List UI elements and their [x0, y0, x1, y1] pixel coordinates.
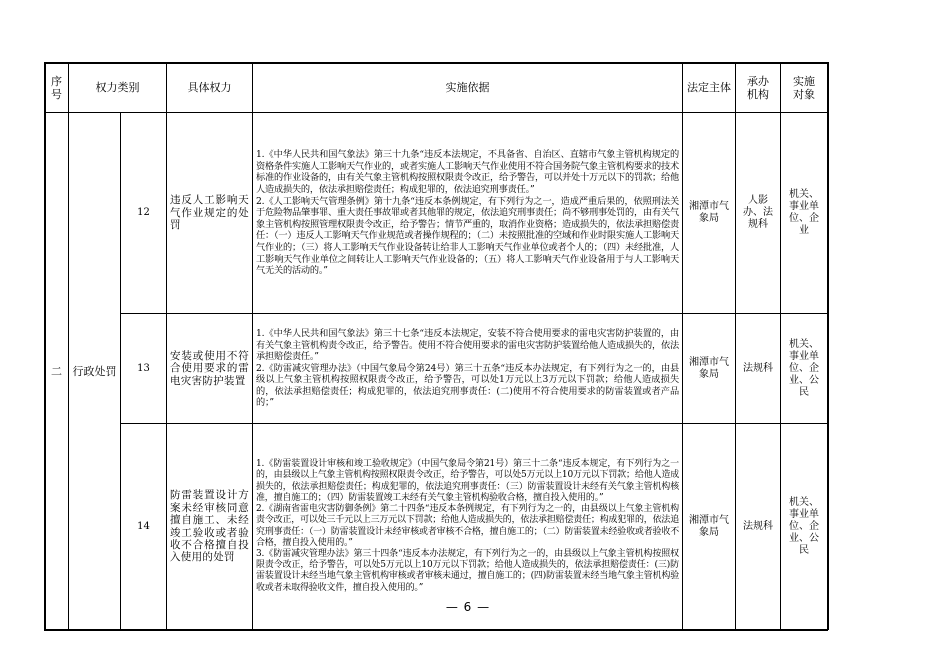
header-department-text: 承办机构 [747, 74, 769, 101]
table-row-13-power [167, 314, 252, 423]
header-seq [45, 63, 68, 112]
header-target-text: 实施对象 [793, 74, 815, 101]
row-authority-text: 湘潭市气象局 [689, 201, 729, 224]
table-row-13-authority [683, 314, 735, 423]
group-category [69, 113, 120, 629]
header-authority [683, 63, 735, 112]
row-department-text: 法规科 [743, 362, 773, 374]
table-row-14-power [167, 424, 252, 629]
header-authority-text: 法定主体 [687, 81, 731, 94]
table-row-12-target [781, 113, 827, 313]
page-number: — 6 — [445, 600, 491, 614]
row-authority-text: 湘潭市气象局 [689, 356, 729, 380]
row-num-text: 12 [137, 207, 150, 218]
row-authority-text: 湘潭市气象局 [689, 514, 729, 538]
header-basis [253, 63, 682, 112]
row-target-text: 机关、事业单位、企业 [789, 189, 819, 236]
table-row-14-department [736, 424, 780, 629]
table-row-14-target [781, 424, 827, 629]
header-department [736, 63, 780, 112]
group-category-text: 行政处罚 [72, 364, 117, 378]
group-seq [45, 113, 68, 629]
row-basis-text: 1.《中华人民共和国气象法》第三十九条“违反本法规定，不具备省、自治区、直辖市气象主管机构规定的资格条件实施人工影响天气作业的，或者实施人工影响天气作业使用不符合国务院气象主管机构要求的技术标准的作业设备的，由有关气象主管机构按照权限责令改正，给予警告，可以并处十万元以下的罚款；给他人造成损失的，依法承担赔偿责任；构成犯罪的，依法追究刑事责任。” 2.《人工影响天气管理条例》第十九条“违反本条例规定，有下列行为之一，造成严重后果的，依照刑法关于危险物品肇事罪、重大责任事故罪或者其他罪的规定，依法追究刑事责任；尚不够刑事处罚的，由有关气象主管机构按照管理权限责令改正，给予警告；情节严重的，取消作业资格；造成损失的，依法承担赔偿责任：（一）违反人工影响天气作业规范或者操作规程的；（二）未按照批准的空域和作业时限实施人工影响天气作业的；（三）将人工影响天气作业设备转让给非人工影响天气作业单位或者个人的；（四）未经批准，人工影响天气作业单位之间转让人工影响天气作业设备的；（五）将人工影响天气作业设备用于与人工影响天气无关的活动的。” [256, 149, 679, 277]
row-target-text: 机关、事业单位、企业、公民 [789, 338, 819, 398]
row-basis-text: 1.《中华人民共和国气象法》第三十七条“违反本法规定，安装不符合使用要求的雷电灾害防护装置的，由有关气象主管机构责令改正，给予警告。使用不符合使用要求的雷电灾害防护装置给他人造成损失的，依法承担赔偿责任。” 2.《防雷减灾管理办法》（中国气象局令第24号）第三十五条“违反本办法规定，有下列行为之一的，由县级以上气象主管机构按照权限责令改正，给予警告，可以处1万元以上3万元以下罚款；给他人造成损失的，依法承担赔偿责任；构成犯罪的，依法追究刑事责任：(二)使用不符合使用要求的防雷装置或者产品的；” [256, 327, 679, 409]
row-power-text: 违反人工影响天气作业规定的处罚 [170, 194, 249, 232]
table-row-12-department [736, 113, 780, 313]
table-row-12-num [121, 113, 166, 313]
table-row-14-authority [683, 424, 735, 629]
header-power-text: 具体权力 [187, 81, 232, 94]
table-row-13-target [781, 314, 827, 423]
table-row-13-department [736, 314, 780, 423]
table-row-12-power [167, 113, 252, 313]
header-category [69, 63, 166, 112]
header-target [781, 63, 827, 112]
row-power-text: 防雷装置设计方案未经审核同意擅自施工、未经竣工验收或者验收不合格擅自投入使用的处罚 [170, 489, 249, 564]
table-row-12-basis [253, 113, 682, 313]
row-power-text: 安装或使用不符合使用要求的雷电灾害防护装置 [170, 349, 249, 387]
row-basis-text: 1.《防雷装置设计审核和竣工验收规定》（中国气象局令第21号）第三十二条“违反本规定，有下列行为之一的，由县级以上气象主管机构按照权限责令改正，给予警告，可以处5万元以上10万元以下罚款；给他人造成损失的，依法承担赔偿责任；构成犯罪的，依法追究刑事责任：（三）防雷装置设计未经有关气象主管机构核准，擅自施工的；（四）防雷装置竣工未经有关气象主管机构验收合格，擅自投入使用的。” 2.《湖南省雷电灾害防御条例》第二十四条“违反本条例规定，有下列行为之一的，由县级以上气象主管机构责令改正，可以处三千元以上三万元以下罚款；给他人造成损失的，依法承担赔偿责任；构成犯罪的，依法追究刑事责任：（一）防雷装置设计未经审核或者审核不合格，擅自施工的；（二）防雷装置未经验收或者验收不合格，擅自投入使用的。” 3.《防雷减灾管理办法》第三十四条“违反本办法规定，有下列行为之一的，由县级以上气象主管机构按照权限责令改正，给予警告，可以处5万元以上10万元以下罚款；给他人造成损失的，依法承担赔偿责任：(三)防雷装置设计未经当地气象主管机构审核或者审核未通过，擅自施工的；(四)防雷装置未经当地气象主管机构验收或者未取得验收文件，擅自投入使用的。” [256, 459, 679, 593]
row-target-text: 机关、事业单位、企业、公民 [789, 496, 819, 556]
row-department-text: 人影办、法规科 [743, 195, 773, 230]
row-num-text: 14 [137, 520, 150, 532]
header-seq-text: 序号 [51, 74, 62, 101]
header-category-text: 权力类别 [95, 81, 140, 94]
table-row-12-authority [683, 113, 735, 313]
header-power [167, 63, 252, 112]
row-num-text: 13 [137, 362, 150, 374]
row-department-text: 法规科 [743, 520, 773, 532]
table-row-14-num [121, 424, 166, 629]
header-basis-text: 实施依据 [445, 81, 490, 94]
group-seq-text: 二 [51, 364, 62, 378]
table-row-14-basis [253, 424, 682, 629]
table-row-13-num [121, 314, 166, 423]
table-row-13-basis [253, 314, 682, 423]
